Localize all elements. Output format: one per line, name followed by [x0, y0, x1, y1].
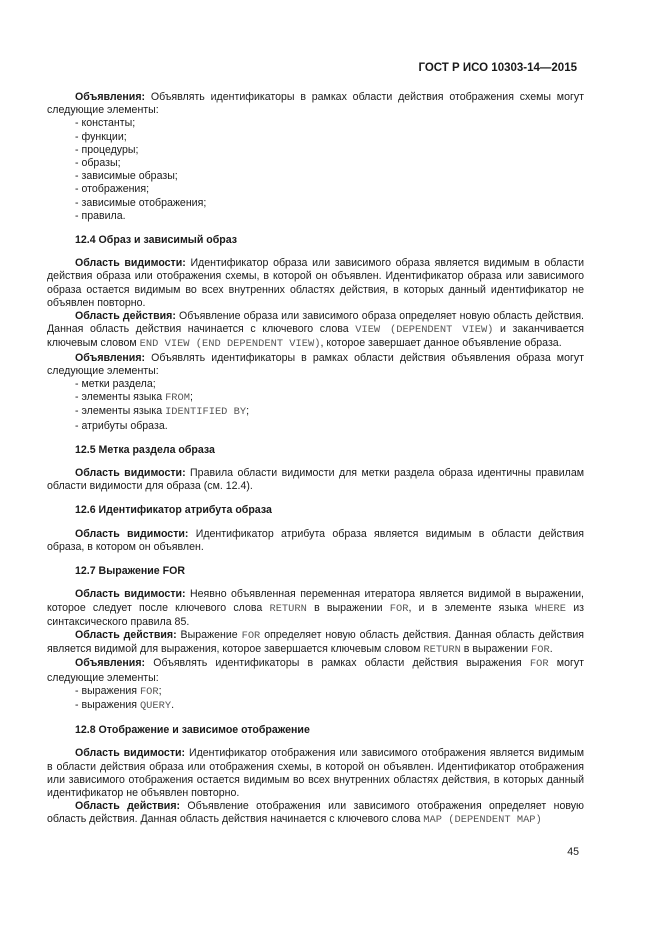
section-heading: 12.7 Выражение FOR [75, 565, 185, 578]
paragraph: Область действия: Объявление образа или зависимого образа определяет новую область действия. Данная область действия начинается с ключевого слова VIEW (DEPENDENT VIEW) и заканчивается ключевым словом END VIEW (END DEPENDENT VIEW), которое завершает данное объявление образа. [47, 310, 584, 351]
paragraph: Область видимости: Идентификатор образа или зависимого образа является видимым в области действия образа или отображения схемы, в которой он объявлен. Идентификатор образа или зависимого образа остается видимым во всех внутренних областях действия, в которых данный идентификатор не объявлен повторно. [47, 257, 584, 309]
list-item: - элементы языка FROM; [75, 391, 193, 405]
paragraph: Объявления: Объявлять идентификаторы в рамках области действия выражения FOR могут следующие элементы: [47, 657, 584, 684]
code-keyword: FOR [389, 602, 409, 615]
list-item: - правила. [75, 209, 126, 222]
list-item: - образы; [75, 157, 121, 170]
list-item: - константы; [75, 117, 136, 130]
list-item: - метки раздела; [75, 378, 156, 391]
list-item: - зависимые образы; [75, 170, 178, 183]
code-keyword: FOR [529, 658, 549, 671]
list-item: - функции; [75, 130, 127, 143]
code-keyword: QUERY [139, 699, 172, 712]
paragraph: Область видимости: Правила области видимости для метки раздела образа идентичны правилам области видимости для образа (см. 12.4). [47, 467, 584, 493]
code-keyword: FROM [165, 392, 191, 405]
list-item: - отображения; [75, 183, 150, 196]
section-heading: 12.6 Идентификатор атрибута образа [75, 504, 272, 517]
section-heading: 12.8 Отображение и зависимое отображение [75, 724, 310, 737]
code-keyword: VIEW (DEPENDENT VIEW) [355, 324, 494, 337]
section-heading: 12.4 Образ и зависимый образ [75, 234, 238, 247]
list-item: - атрибуты образа. [75, 419, 168, 432]
list-item: - элементы языка IDENTIFIED BY; [75, 405, 250, 419]
code-keyword: WHERE [534, 602, 567, 615]
code-keyword: IDENTIFIED BY [165, 406, 247, 419]
paragraph: Область видимости: Неявно объявленная переменная итератора является видимой в выражении, которое следует после ключевого слова RETURN в выражении FOR, и в элементе языка WHERE из синтаксического правила 85. [47, 588, 585, 628]
document-header: ГОСТ Р ИСО 10303-14—2015 [418, 62, 577, 74]
code-keyword: FOR [530, 644, 550, 657]
page-body [47, 91, 584, 828]
code-keyword: END VIEW (END DEPENDENT VIEW) [139, 338, 321, 351]
paragraph: Область действия: Объявление отображения или зависимого отображения определяет новую область действия. Данная область действия начинается с ключевого слова MAP (DEPENDENT MAP) [47, 800, 584, 827]
list-item: - выражения FOR; [75, 684, 162, 698]
code-keyword: FOR [139, 685, 159, 698]
paragraph: Область видимости: Идентификатор отображения или зависимого отображения является видимым в области действия образа или отображения схемы, в которой он объявлен. Идентификатор отображения или зависимого отображения остается видимым во всех внутренних областях действия, в которых данный идентификатор не объявлен повторно. [47, 747, 585, 799]
paragraph: Область действия: Выражение FOR определяет новую область действия. Данная область действия является видимой для выражения, которое завершается ключевым словом RETURN в выражении FOR. [47, 628, 584, 657]
code-keyword: RETURN [269, 602, 307, 615]
intro-paragraph: Объявления: Объявлять идентификаторы в рамках области действия отображения схемы могут следующие элементы: [47, 91, 584, 117]
code-keyword: MAP (DEPENDENT MAP) [423, 814, 542, 827]
section-heading: 12.5 Метка раздела образа [75, 443, 215, 456]
code-keyword: RETURN [423, 644, 461, 657]
list-item: - зависимые отображения; [75, 196, 207, 209]
page-number: 45 [567, 846, 579, 858]
list-item: - выражения QUERY. [75, 698, 175, 712]
code-keyword: FOR [241, 629, 261, 642]
paragraph: Область видимости: Идентификатор атрибута образа является видимым в области действия образа, в котором он объявлен. [47, 527, 584, 553]
paragraph: Объявления: Объявлять идентификаторы в рамках области действия объявления образа могут следующие элементы: [47, 351, 584, 377]
lead-term: Объявления: [75, 91, 146, 103]
list-item: - процедуры; [75, 143, 139, 156]
